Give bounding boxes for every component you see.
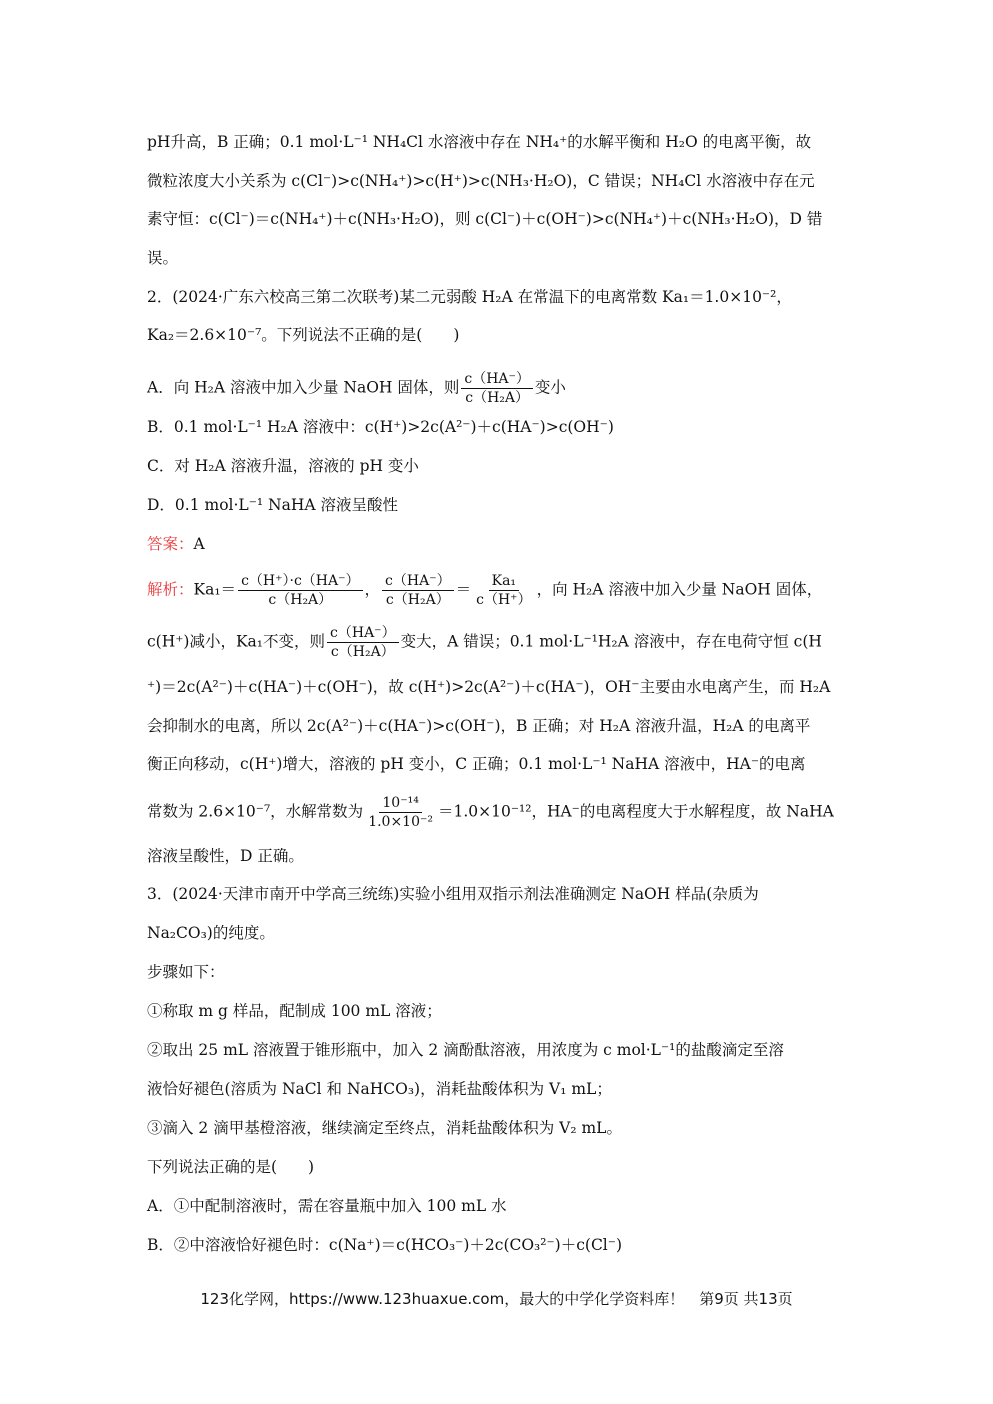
fraction-numerator: c（H⁺）·c（HA⁻） <box>238 572 362 591</box>
fraction <box>327 624 399 661</box>
text-segment: ，向 H₂A 溶液中加入少量 NaOH 固体， <box>536 580 823 599</box>
text-line: 衡正向移动，c(H⁺)增大，溶液的 pH 变小，C 正确；0.1 mol·L⁻¹ NaHA 溶液中，HA⁻的电离 <box>147 755 806 773</box>
text-line: 溶液呈酸性，D 正确。 <box>147 847 304 865</box>
fraction-numerator: c（HA⁻） <box>382 572 454 591</box>
option-d: D．0.1 mol·L⁻¹ NaHA 溶液呈酸性 <box>147 496 398 514</box>
text-segment: ， <box>364 580 381 599</box>
question-3-title: 3．(2024·天津市南开中学高三统练)实验小组用双指示剂法准确测定 NaOH 样品(杂质为 <box>147 885 759 903</box>
text-segment: ＝ <box>455 580 472 599</box>
text-line: 误。 <box>147 249 179 267</box>
option-a <box>147 370 566 407</box>
text-segment: 常数为 2.6×10⁻⁷，水解常数为 <box>147 802 364 821</box>
analysis-line-1 <box>147 572 822 609</box>
fraction-denominator: c（H⁺） <box>476 592 532 608</box>
text-segment: 变大，A 错误；0.1 mol·L⁻¹H₂A 溶液中，存在电荷守恒 c(H <box>400 632 822 651</box>
step-2: ②取出 25 mL 溶液置于锥形瓶中，加入 2 滴酚酞溶液，用浓度为 c mol·L⁻¹的盐酸滴定至溶 <box>147 1041 784 1059</box>
fraction-denominator: c（H₂A） <box>330 644 395 660</box>
fraction <box>365 794 436 831</box>
answer-label: 答案： <box>147 535 194 553</box>
fraction-denominator: c（H₂A） <box>385 592 450 608</box>
option-a-text: A．向 H₂A 溶液中加入少量 NaOH 固体，则 <box>147 378 460 397</box>
text-line: ⁺)＝2c(A²⁻)＋c(HA⁻)＋c(OH⁻)，故 c(H⁺)>2c(A²⁻)＋c(HA⁻)，OH⁻主要由水电离产生，而 H₂A <box>147 678 831 696</box>
option-b: B．0.1 mol·L⁻¹ H₂A 溶液中：c(H⁺)>2c(A²⁻)＋c(HA⁻)>c(OH⁻) <box>147 418 614 436</box>
fraction <box>461 370 533 407</box>
fraction-denominator: c（H₂A） <box>268 592 333 608</box>
fraction <box>238 572 362 609</box>
analysis-label: 解析： <box>147 580 194 599</box>
option-b: B．②中溶液恰好褪色时：c(Na⁺)＝c(HCO₃⁻)＋2c(CO₃²⁻)＋c(Cl⁻) <box>147 1236 622 1254</box>
text-segment: ＝1.0×10⁻¹²，HA⁻的电离程度大于水解程度，故 NaHA <box>438 802 834 821</box>
text-line: 步骤如下： <box>147 963 225 981</box>
option-a: A．①中配制溶液时，需在容量瓶中加入 100 mL 水 <box>147 1197 507 1215</box>
fraction-denominator: c（H₂A） <box>465 390 530 406</box>
fraction-numerator: Ka₁ <box>489 572 519 591</box>
fraction-numerator: c（HA⁻） <box>461 370 533 389</box>
step-3: ③滴入 2 滴甲基橙溶液，继续滴定至终点，消耗盐酸体积为 V₂ mL。 <box>147 1119 622 1137</box>
fraction <box>382 572 454 609</box>
text-segment: Ka₁＝ <box>193 580 237 599</box>
analysis-line-2 <box>147 624 822 661</box>
text-line: 微粒浓度大小关系为 c(Cl⁻)>c(NH₄⁺)>c(H⁺)>c(NH₃·H₂O)，C 错误；NH₄Cl 水溶液中存在元 <box>147 172 815 190</box>
answer-value: A <box>193 535 205 553</box>
answer-line <box>147 533 205 555</box>
fraction <box>473 572 534 609</box>
question-2-title: 2．(2024·广东六校高三第二次联考)某二元弱酸 H₂A 在常温下的电离常数 Ka₁＝1.0×10⁻²， <box>147 288 792 306</box>
fraction-denominator: 1.0×10⁻² <box>368 814 433 830</box>
text-line: 素守恒：c(Cl⁻)＝c(NH₄⁺)＋c(NH₃·H₂O)，则 c(Cl⁻)＋c(OH⁻)>c(NH₄⁺)＋c(NH₃·H₂O)，D 错 <box>147 210 823 228</box>
text-line: 下列说法正确的是( ) <box>147 1158 315 1176</box>
option-a-tail: 变小 <box>534 378 566 397</box>
page-footer: 123化学网，https://www.123huaxue.com，最大的中学化学资料库！ 第9页 共13页 <box>200 1290 793 1308</box>
text-line: 会抑制水的电离，所以 2c(A²⁻)＋c(HA⁻)>c(OH⁻)，B 正确；对 H₂A 溶液升温，H₂A 的电离平 <box>147 717 811 735</box>
text-line: Na₂CO₃)的纯度。 <box>147 924 275 942</box>
text-line: pH升高，B 正确；0.1 mol·L⁻¹ NH₄Cl 水溶液中存在 NH₄⁺的水解平衡和 H₂O 的电离平衡，故 <box>147 133 812 151</box>
text-line: 液恰好褪色(溶质为 NaCl 和 NaHCO₃)，消耗盐酸体积为 V₁ mL； <box>147 1080 612 1098</box>
text-line: Ka₂＝2.6×10⁻⁷。下列说法不正确的是( ) <box>147 326 460 344</box>
fraction-numerator: 10⁻¹⁴ <box>379 794 421 813</box>
option-c: C．对 H₂A 溶液升温，溶液的 pH 变小 <box>147 457 419 475</box>
text-segment: c(H⁺)减小，Ka₁不变，则 <box>147 632 326 651</box>
fraction-numerator: c（HA⁻） <box>327 624 399 643</box>
step-1: ①称取 m g 样品，配制成 100 mL 溶液； <box>147 1002 442 1020</box>
analysis-line-6 <box>147 794 834 831</box>
